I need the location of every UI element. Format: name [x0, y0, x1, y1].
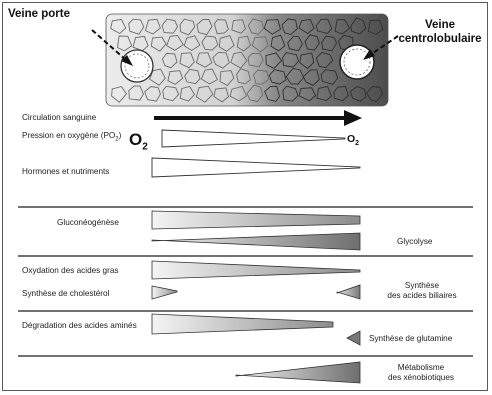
degradation-wedge — [152, 314, 333, 334]
portal-vein-vessel — [121, 50, 153, 82]
hormones-label: Hormones et nutriments — [22, 167, 110, 176]
oxygen-gradient-wedge — [162, 130, 345, 147]
pression-label — [22, 131, 121, 144]
pression-suffix: ) — [118, 131, 122, 140]
veine-centrolobulaire-label — [390, 19, 490, 47]
veine-centro-line1: Veine — [424, 19, 456, 31]
xenobiotiques-wedge — [236, 362, 360, 383]
pression-sub: 2 — [115, 136, 119, 143]
veine-porte-label: Veine porte — [8, 8, 70, 20]
o2-right-letter: O — [347, 133, 356, 145]
glutamine-wedge — [347, 331, 360, 345]
acides-biliaires-label — [372, 281, 472, 302]
o2-right-sub: 2 — [355, 140, 360, 148]
degradation-label: Dégradation des acides aminés — [22, 321, 137, 330]
acides-biliaires-wedge — [337, 285, 360, 299]
gluconeogenese-wedge — [152, 211, 360, 229]
o2-left-letter: O — [129, 130, 143, 149]
hormones-gradient-wedge — [152, 158, 360, 177]
xenobiotiques-line1: Métabolisme — [397, 363, 445, 372]
pression-prefix: Pression en oxygène (PO — [22, 131, 116, 140]
glycolyse-wedge — [152, 233, 360, 250]
xenobiotiques-line2: des xénobiotiques — [387, 373, 454, 383]
cholesterol-wedge — [152, 286, 177, 299]
o2-left-label — [129, 130, 148, 152]
xenobiotiques-label — [371, 363, 471, 384]
central-vein-vessel — [340, 45, 374, 79]
o2-right-label — [347, 133, 359, 147]
acides-biliaires-line1: Synthèse — [404, 281, 440, 290]
veine-centro-line2: centrolobulaire — [398, 32, 482, 45]
gluconeogenese-label: Gluconéogénèse — [57, 218, 119, 227]
oxydation-label: Oxydation des acides gras — [22, 266, 119, 275]
circulation-arrow — [154, 110, 362, 126]
circulation-label: Circulation sanguine — [22, 113, 97, 122]
glutamine-label: Synthèse de glutamine — [369, 334, 453, 343]
oxydation-wedge — [152, 261, 360, 279]
cholesterol-label: Synthèse de cholestérol — [22, 289, 110, 298]
acides-biliaires-line2: des acides biliaires — [387, 291, 457, 301]
o2-left-sub: 2 — [142, 141, 148, 153]
glycolyse-label: Glycolyse — [397, 237, 433, 246]
